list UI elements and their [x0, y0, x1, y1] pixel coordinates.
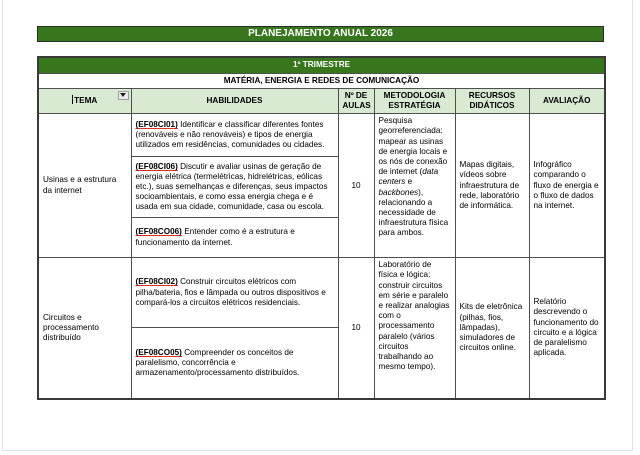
unit-title-row	[38, 73, 605, 88]
aulas-cell: 10	[338, 258, 374, 399]
habilidade-cell	[131, 218, 338, 258]
habilidade-code: (EF08CI06)	[135, 161, 178, 171]
metodologia-text: Pesquisa georreferenciada: mapear as usinas de energia locais e os nós de conexão de internet (	[378, 116, 448, 177]
habilidade-cell	[131, 328, 338, 399]
text-cursor	[72, 95, 73, 104]
habilidade-code: (EF08CO05)	[135, 347, 182, 357]
aulas-cell: 10	[338, 114, 374, 258]
habilidade-text: Construir circuitos elétricos com pilha/bateria, fios e lâmpada ou outros dispositivos e compará-los a circuitos elétricos residenciais.	[135, 277, 326, 307]
habilidade-code: (EF08CI02)	[135, 277, 178, 287]
quarter-header: 1º TRIMESTRE	[38, 57, 605, 73]
recursos-cell: Kits de eletrônica (pilhas, fios, lâmpadas), simuladores de circuitos online.	[455, 258, 529, 399]
habilidade-cell	[131, 258, 338, 328]
tema-cell: Circuitos e processamento distribuído	[38, 258, 131, 399]
avaliacao-cell: Relatório descrevendo o funcionamento do circuito e a lógica de paralelismo aplicada.	[529, 258, 605, 399]
habilidade-code: (EF08CI01)	[135, 119, 178, 129]
column-dropdown-button[interactable]	[118, 91, 129, 100]
chevron-down-icon	[120, 93, 126, 97]
page-edge-bottom	[2, 450, 633, 451]
column-header-row	[38, 88, 605, 113]
tema-cell: Usinas e a estrutura da internet	[38, 114, 131, 258]
column-header-tema	[38, 88, 131, 113]
habilidade-cell	[131, 114, 338, 157]
page-edge-right	[632, 0, 633, 450]
column-header-aulas: Nº DE AULAS	[338, 88, 374, 113]
recursos-cell: Mapas digitais, vídeos sobre infraestrutura de rede, laboratório de informática.	[455, 114, 529, 258]
unit-title: MATÉRIA, ENERGIA E REDES DE COMUNICAÇÃO	[38, 73, 605, 88]
metodologia-italic-term: data centers	[378, 167, 439, 187]
metodologia-italic-term: backbones	[378, 187, 419, 197]
column-header-habilidades: HABILIDADES	[131, 88, 338, 113]
column-header-recursos: RECURSOS DIDÁTICOS	[455, 88, 529, 113]
habilidade-code: (EF08CO06)	[135, 227, 182, 237]
habilidade-text: Discutir e avaliar usinas de geração de energia elétrica (termelétricas, hidrelétricas, eólicas etc.), suas semelhanças e diferenças, seus impactos socioambientais, e como essa energia chega e é usada em sua cidade, comunidade, casa ou escola.	[135, 161, 328, 212]
habilidade-cell	[131, 157, 338, 218]
column-header-tema-label: TEMA	[74, 96, 98, 106]
metodologia-text: e	[405, 177, 413, 187]
planning-table	[37, 56, 606, 400]
habilidade-text: Identificar e classificar diferentes fontes (renováveis e não renováveis) e tipos de energia utilizados em residências, comunidades ou cidades.	[135, 119, 325, 150]
avaliacao-cell: Infográfico comparando o fluxo de energia e o fluxo de dados na internet.	[529, 114, 605, 258]
page-edge-left	[2, 0, 3, 450]
habilidade-text: Compreender os conceitos de paralelismo, concorrência e armazenamento/processamento distribuídos.	[135, 347, 300, 377]
quarter-header-row	[38, 57, 605, 73]
column-header-metodologia: METODOLOGIA ESTRATÉGIA	[374, 88, 455, 113]
column-header-avaliacao: AVALIAÇÃO	[529, 88, 605, 113]
habilidade-text: Entender como é a estrutura e funcionamento da internet.	[135, 227, 295, 247]
table-row	[38, 258, 605, 328]
table-row	[38, 114, 605, 157]
metodologia-text: ), relacionando a necessidade de infraestrutura física para ambos.	[378, 187, 449, 238]
metodologia-cell	[374, 114, 455, 258]
annual-plan-banner: PLANEJAMENTO ANUAL 2026	[37, 26, 604, 42]
metodologia-cell: Laboratório de física e lógica: construir circuitos em série e paralelo e realizar analogias com o processamento paralelo (vários circuitos trabalhando ao mesmo tempo).	[374, 258, 455, 399]
